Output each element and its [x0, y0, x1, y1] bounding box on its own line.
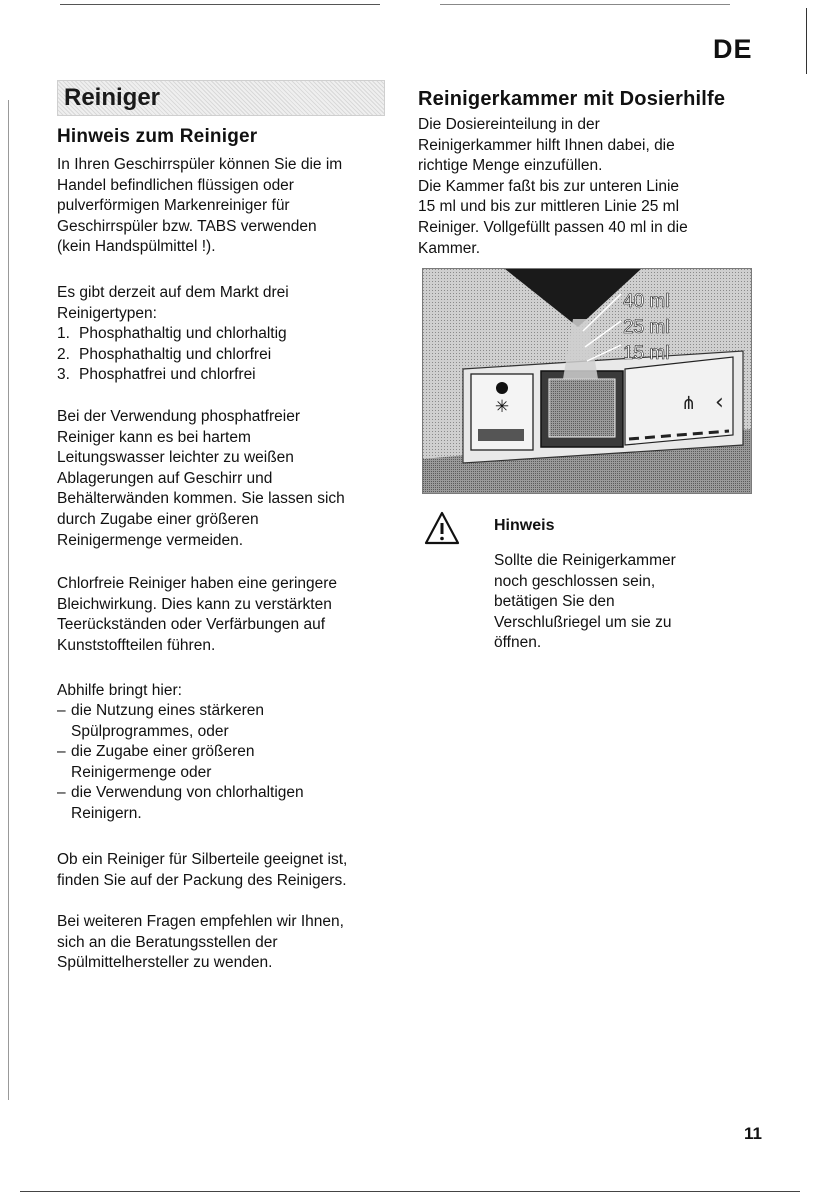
dosing-paragraph: Die Dosiereinteilung in der Reinigerkammer hilft Ihnen dabei, die richtige Menge einzufüllen. Die Kammer faßt bis zur unteren Linie 15 ml und bis zur mittleren Linie 25 ml Reiniger. Vollgefüllt passen 40 ml in die Kammer.	[418, 116, 688, 257]
svg-text:✳: ✳	[494, 397, 510, 417]
list-item: – die Verwendung von chlorhaltigen Reinigern.	[57, 784, 304, 822]
top-edge-rule	[60, 4, 380, 5]
phosphate-paragraph: Bei der Verwendung phosphatfreier Reiniger kann es bei hartem Leitungswasser leichter zu weißen Ablagerungen auf Geschirr und Behälterwänden kommen. Sie lassen sich durch Zugabe einer größeren Reinigermenge vermeiden.	[57, 408, 345, 549]
left-heading: Hinweis zum Reiniger	[57, 126, 258, 147]
svg-text:⋔: ⋔	[681, 393, 697, 414]
chlorine-paragraph: Chlorfreie Reiniger haben eine geringere Bleichwirkung. Dies kann zu verstärkten Teerückständen oder Verfärbungen auf Kunststoffteilen führen.	[57, 575, 338, 654]
questions-paragraph: Bei weiteren Fragen empfehlen wir Ihnen, sich an die Beratungsstellen der Spülmittelhersteller zu wenden.	[57, 913, 344, 972]
warning-triangle-icon	[424, 511, 460, 545]
list-item: – die Zugabe einer größeren Reinigermenge oder	[57, 743, 255, 781]
section-header	[57, 80, 385, 116]
chamber-drawing	[423, 269, 752, 494]
top-edge-rule-right	[440, 4, 730, 5]
list-item: – die Nutzung eines stärkeren Spülprogrammes, oder	[57, 702, 265, 740]
right-edge-line	[806, 8, 807, 74]
note-title: Hinweis	[494, 517, 555, 534]
remedies-list	[57, 701, 304, 825]
remedy-intro: Abhilfe bringt hier:	[57, 682, 182, 699]
bottom-edge-rule	[20, 1191, 800, 1192]
svg-text:‹: ‹	[715, 390, 724, 415]
section-title: Reiniger	[64, 84, 161, 111]
silver-paragraph: Ob ein Reiniger für Silberteile geeignet ist, finden Sie auf der Packung des Reinigers.	[57, 851, 348, 889]
cleaner-types-list	[57, 324, 287, 386]
types-intro: Es gibt derzeit auf dem Markt drei Reinigertypen:	[57, 284, 289, 322]
list-item: 2. Phosphathaltig und chlorfrei	[57, 345, 272, 363]
note-text: Sollte die Reinigerkammer noch geschlossen sein, betätigen Sie den Verschlußriegel um sie zu öffnen.	[494, 552, 676, 652]
page-number: 11	[744, 1124, 762, 1143]
list-item: 1. Phosphathaltig und chlorhaltig	[57, 325, 287, 342]
language-tag: DE	[713, 34, 753, 64]
label-15ml: 15 ml	[623, 343, 670, 364]
label-40ml: 40 ml	[623, 291, 670, 312]
list-item: 3. Phosphatfrei und chlorfrei	[57, 366, 256, 384]
intro-paragraph: In Ihren Geschirrspüler können Sie die im Handel befindlichen flüssigen oder pulverförmigen Markenreiniger für Geschirrspüler bzw. TABS verwenden (kein Handspülmittel !).	[57, 156, 343, 256]
detergent-chamber-illustration	[422, 268, 752, 494]
label-25ml: 25 ml	[623, 317, 670, 338]
left-edge-line	[8, 100, 9, 1100]
right-heading: Reinigerkammer mit Dosierhilfe	[418, 88, 726, 110]
